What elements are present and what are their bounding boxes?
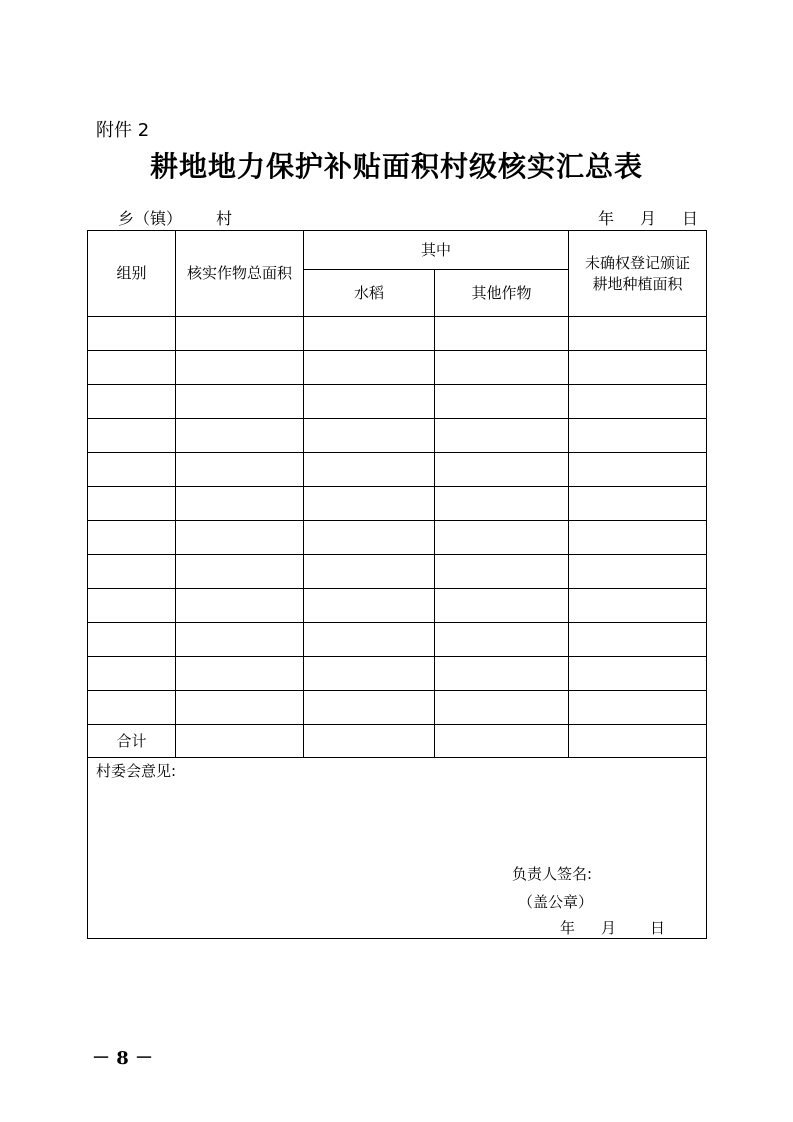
table-row <box>88 487 707 521</box>
opinion-year: 年 <box>560 919 576 937</box>
signature-label: 负责人签名: <box>512 865 593 883</box>
table-row <box>88 555 707 589</box>
table-cell[interactable] <box>569 725 707 758</box>
table-cell[interactable] <box>435 589 569 623</box>
table-cell[interactable] <box>176 589 304 623</box>
table-cell[interactable] <box>569 317 707 351</box>
table-cell[interactable] <box>435 453 569 487</box>
header-total-area: 核实作物总面积 <box>176 231 304 317</box>
table-cell[interactable] <box>569 623 707 657</box>
table-cell[interactable] <box>435 725 569 758</box>
opinion-day: 日 <box>650 919 666 937</box>
table-cell[interactable] <box>304 555 435 589</box>
table-cell[interactable] <box>176 555 304 589</box>
table-cell[interactable] <box>176 725 304 758</box>
table-cell[interactable] <box>304 725 435 758</box>
opinion-row <box>88 758 707 939</box>
table-cell[interactable] <box>88 555 176 589</box>
table-cell[interactable] <box>304 691 435 725</box>
table-cell[interactable] <box>569 589 707 623</box>
year-label: 年 <box>598 209 615 228</box>
table-cell[interactable] <box>435 657 569 691</box>
table-cell[interactable] <box>435 385 569 419</box>
header-rice: 水稻 <box>304 270 435 317</box>
table-cell[interactable] <box>88 453 176 487</box>
table-cell[interactable] <box>569 419 707 453</box>
table-row <box>88 317 707 351</box>
table-cell[interactable] <box>88 589 176 623</box>
table-row <box>88 657 707 691</box>
header-group: 组别 <box>88 231 176 317</box>
table-cell[interactable] <box>569 521 707 555</box>
table-cell[interactable] <box>435 317 569 351</box>
table-cell[interactable] <box>304 385 435 419</box>
table-cell[interactable] <box>88 521 176 555</box>
page-title: 耕地地力保护补贴面积村级核实汇总表 <box>149 150 643 183</box>
table-cell[interactable] <box>176 453 304 487</box>
table-cell[interactable] <box>176 623 304 657</box>
summary-table <box>87 230 707 939</box>
table-cell[interactable] <box>304 623 435 657</box>
table-cell[interactable] <box>304 521 435 555</box>
township-village-line <box>118 206 232 229</box>
table-row <box>88 351 707 385</box>
opinion-cell[interactable] <box>88 758 707 939</box>
table-cell[interactable] <box>435 351 569 385</box>
header-of-which: 其中 <box>304 231 569 270</box>
table-cell[interactable] <box>176 317 304 351</box>
table-cell[interactable] <box>88 351 176 385</box>
table-row <box>88 623 707 657</box>
total-row-label: 合计 <box>88 725 176 758</box>
table-cell[interactable] <box>304 453 435 487</box>
total-row <box>88 725 707 758</box>
table-cell[interactable] <box>435 623 569 657</box>
table-cell[interactable] <box>176 487 304 521</box>
table-cell[interactable] <box>569 555 707 589</box>
table-cell[interactable] <box>88 317 176 351</box>
table-cell[interactable] <box>176 351 304 385</box>
table-row <box>88 419 707 453</box>
table-cell[interactable] <box>435 521 569 555</box>
attachment-label: 附件 2 <box>96 120 150 141</box>
table-cell[interactable] <box>88 623 176 657</box>
table-cell[interactable] <box>304 317 435 351</box>
page-number: － 8 － <box>92 1048 154 1069</box>
table-cell[interactable] <box>176 521 304 555</box>
township-label: 乡（镇） <box>118 209 183 228</box>
table-cell[interactable] <box>176 691 304 725</box>
table-cell[interactable] <box>569 487 707 521</box>
table-cell[interactable] <box>304 657 435 691</box>
table-cell[interactable] <box>176 419 304 453</box>
table-cell[interactable] <box>569 351 707 385</box>
table-cell[interactable] <box>88 657 176 691</box>
table-cell[interactable] <box>435 419 569 453</box>
table-cell[interactable] <box>569 657 707 691</box>
table-row <box>88 691 707 725</box>
day-label: 日 <box>682 209 699 228</box>
table-row <box>88 589 707 623</box>
table-cell[interactable] <box>304 351 435 385</box>
table-cell[interactable] <box>176 657 304 691</box>
table-cell[interactable] <box>304 589 435 623</box>
table-row <box>88 453 707 487</box>
table-cell[interactable] <box>569 691 707 725</box>
table-cell[interactable] <box>435 487 569 521</box>
table-cell[interactable] <box>569 453 707 487</box>
village-label: 村 <box>216 209 233 228</box>
table-cell[interactable] <box>435 555 569 589</box>
seal-label: （盖公章） <box>518 893 594 911</box>
opinion-label: 村委会意见: <box>96 762 177 780</box>
opinion-date <box>560 918 665 938</box>
header-unconfirmed-area: 未确权登记颁证耕地种植面积 <box>569 231 707 317</box>
table-cell[interactable] <box>88 385 176 419</box>
table-cell[interactable] <box>569 385 707 419</box>
table-row <box>88 385 707 419</box>
header-other-crops: 其他作物 <box>435 270 569 317</box>
table-cell[interactable] <box>304 419 435 453</box>
table-cell[interactable] <box>176 385 304 419</box>
table-cell[interactable] <box>304 487 435 521</box>
month-label: 月 <box>640 209 657 228</box>
table-cell[interactable] <box>88 691 176 725</box>
date-line <box>598 206 698 229</box>
table-cell[interactable] <box>435 691 569 725</box>
table-cell[interactable] <box>88 487 176 521</box>
table-row <box>88 521 707 555</box>
opinion-month: 月 <box>601 919 617 937</box>
table-cell[interactable] <box>88 419 176 453</box>
